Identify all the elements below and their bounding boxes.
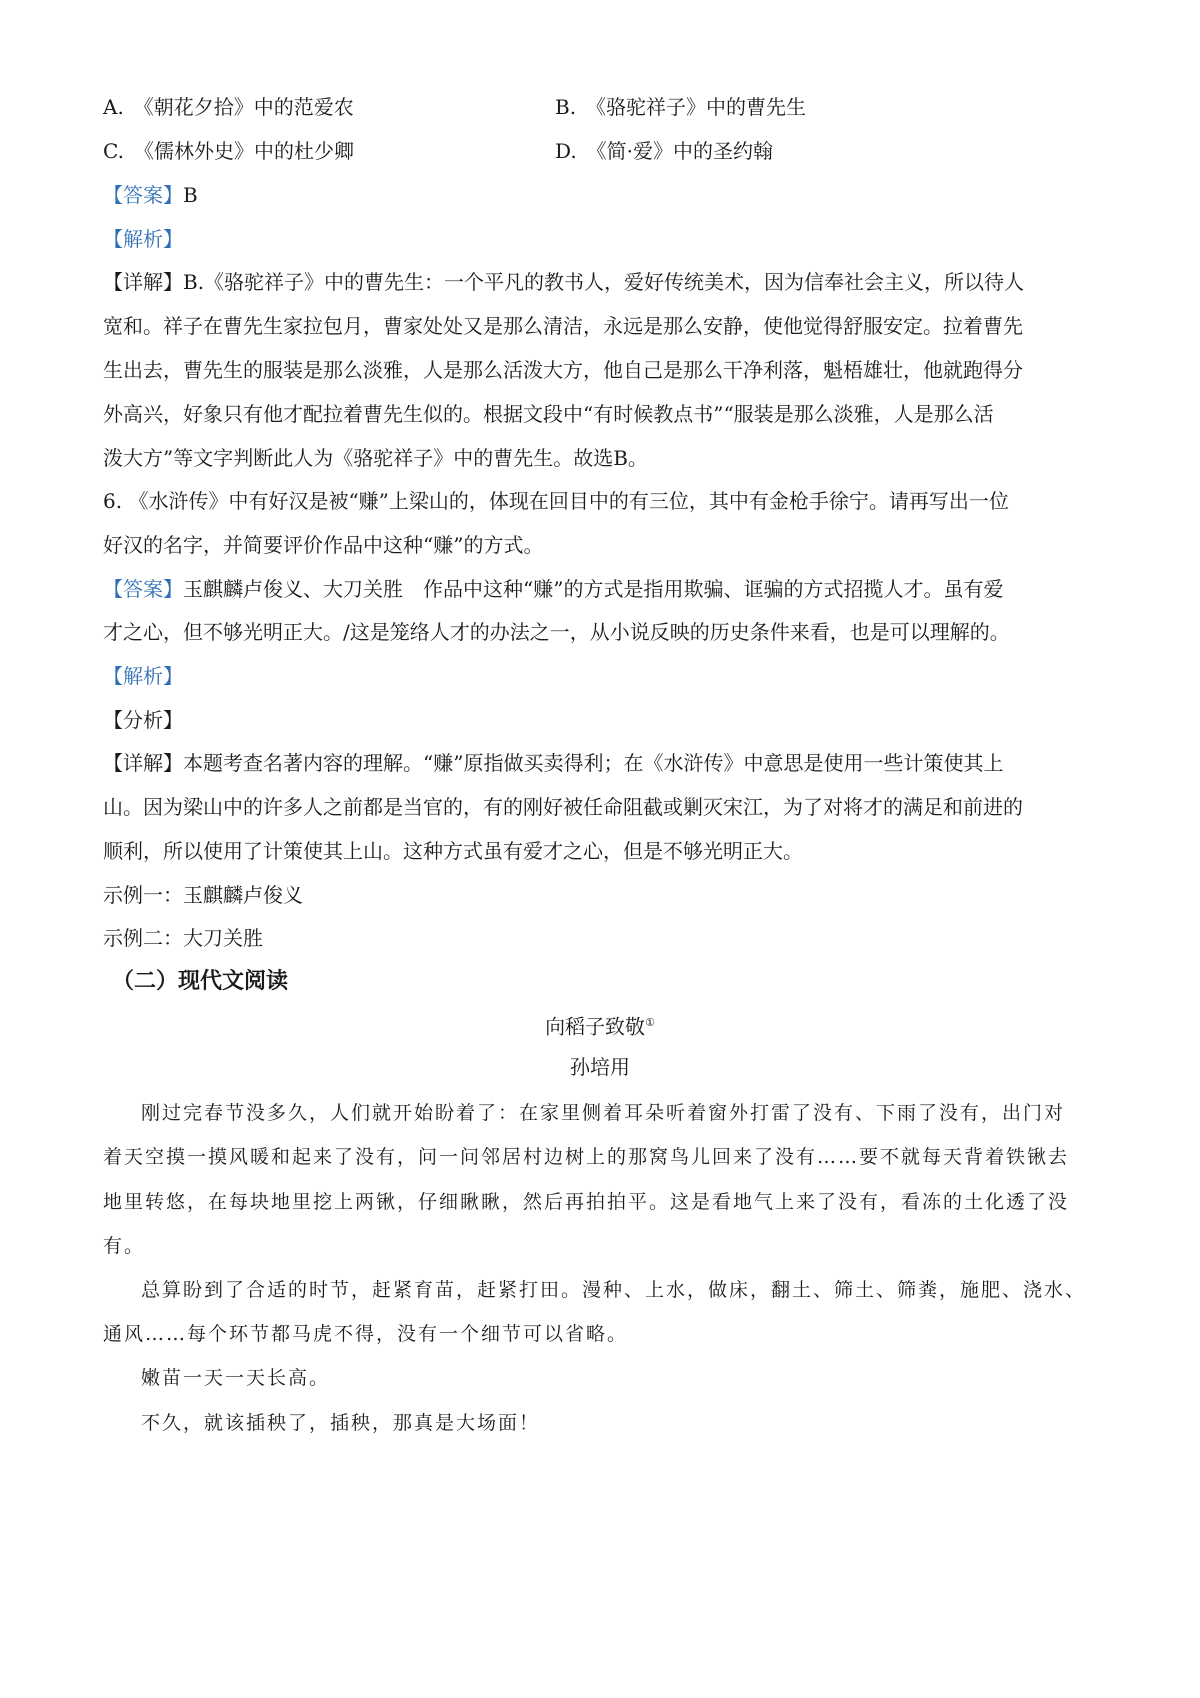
article-line: 地里转悠，在每块地里挖上两锹，仔细瞅瞅，然后再拍拍平。这是看地气上来了没有，看冻的土化透了没 bbox=[103, 1191, 1070, 1213]
answer-value: B bbox=[183, 183, 198, 207]
article-line: 总算盼到了合适的时节，赶紧育苗，赶紧打田。漫种、上水，做床，翻土、筛土、筛粪，施肥、浇水、 bbox=[141, 1279, 1087, 1301]
article-line: 有。 bbox=[103, 1235, 146, 1257]
q5-detail-line: 生出去，曹先生的服装是那么淡雅，人是那么活泼大方，他自己是那么干净利落，魁梧雄壮，他就跑得分 bbox=[103, 358, 1023, 382]
example-two: 示例二：大刀关胜 bbox=[103, 926, 263, 950]
q6-answer-line: 才之心，但不够光明正大。/这是笼络人才的办法之一，从小说反映的历史条件来看，也是可以理解的。 bbox=[103, 620, 1010, 644]
answer-tag: 【答案】 bbox=[103, 183, 183, 207]
option-b: B. 《骆驼祥子》中的曹先生 bbox=[555, 95, 807, 119]
article-line: 刚过完春节没多久，人们就开始盼着了：在家里侧着耳朵听着窗外打雷了没有、下雨了没有，出门对 bbox=[141, 1102, 1066, 1124]
q6-detail-line: 山。因为梁山中的许多人之前都是当官的，有的刚好被任命阻截或剿灭宋江，为了对将才的满足和前进的 bbox=[103, 795, 1023, 819]
q5-detail-line: 【详解】B.《骆驼祥子》中的曹先生：一个平凡的教书人，爱好传统美术，因为信奉社会主义，所以待人 bbox=[103, 270, 1025, 294]
analysis-tag: 【解析】 bbox=[103, 664, 183, 688]
footnote-marker: ① bbox=[645, 1016, 655, 1029]
article-author: 孙培用 bbox=[570, 1055, 630, 1079]
article-title-text: 向稻子致敬 bbox=[545, 1014, 646, 1039]
analysis-tag: 【解析】 bbox=[103, 227, 183, 251]
q6-question-line: 6. 《水浒传》中有好汉是被“赚”上梁山的，体现在回目中的有三位，其中有金枪手徐宁。请再写出一位 bbox=[103, 489, 1009, 513]
q5-detail-line: 宽和。祥子在曹先生家拉包月，曹家处处又是那么清洁，永远是那么安静，使他觉得舒服安定。拉着曹先 bbox=[103, 314, 1023, 338]
answer-text: 玉麒麟卢俊义、大刀关胜 作品中这种“赚”的方式是指用欺骗、诓骗的方式招揽人才。虽有爱 bbox=[183, 577, 1004, 601]
q6-detail-line: 顺利，所以使用了计策使其上山。这种方式虽有爱才之心，但是不够光明正大。 bbox=[103, 839, 803, 863]
article-line: 通风……每个环节都马虎不得，没有一个细节可以省略。 bbox=[103, 1323, 629, 1345]
article-line: 嫩苗一天一天长高。 bbox=[141, 1367, 331, 1389]
q6-detail-line: 【详解】本题考查名著内容的理解。“赚”原指做买卖得利；在《水浒传》中意思是使用一些计策使其上 bbox=[103, 751, 1004, 775]
q6-question-line: 好汉的名字，并简要评价作品中这种“赚”的方式。 bbox=[103, 533, 544, 557]
section-heading: （二）现代文阅读 bbox=[112, 968, 289, 994]
q5-detail-line: 泼大方”等文字判断此人为《骆驼祥子》中的曹先生。故选B。 bbox=[103, 446, 648, 470]
answer-tag: 【答案】 bbox=[103, 577, 183, 601]
article-line: 着天空摸一摸风暖和起来了没有，问一问邻居村边树上的那窝鸟儿回来了没有……要不就每天背着铁锹去 bbox=[103, 1146, 1070, 1168]
q5-answer-line bbox=[103, 180, 198, 210]
q6-answer-line bbox=[103, 574, 1003, 604]
option-a: A. 《朝花夕拾》中的范爱农 bbox=[103, 95, 354, 119]
option-c: C. 《儒林外史》中的杜少卿 bbox=[103, 139, 354, 163]
article-title bbox=[0, 1008, 1200, 1042]
example-one: 示例一：玉麒麟卢俊义 bbox=[103, 883, 303, 907]
article-line: 不久，就该插秧了，插秧，那真是大场面！ bbox=[141, 1412, 541, 1434]
q5-detail-line: 外高兴，好象只有他才配拉着曹先生似的。根据文段中“有时候教点书”“服装是那么淡雅，人是那么活 bbox=[103, 402, 994, 426]
option-d: D. 《简·爱》中的圣约翰 bbox=[555, 139, 774, 163]
fenxi-tag: 【分析】 bbox=[103, 708, 183, 732]
